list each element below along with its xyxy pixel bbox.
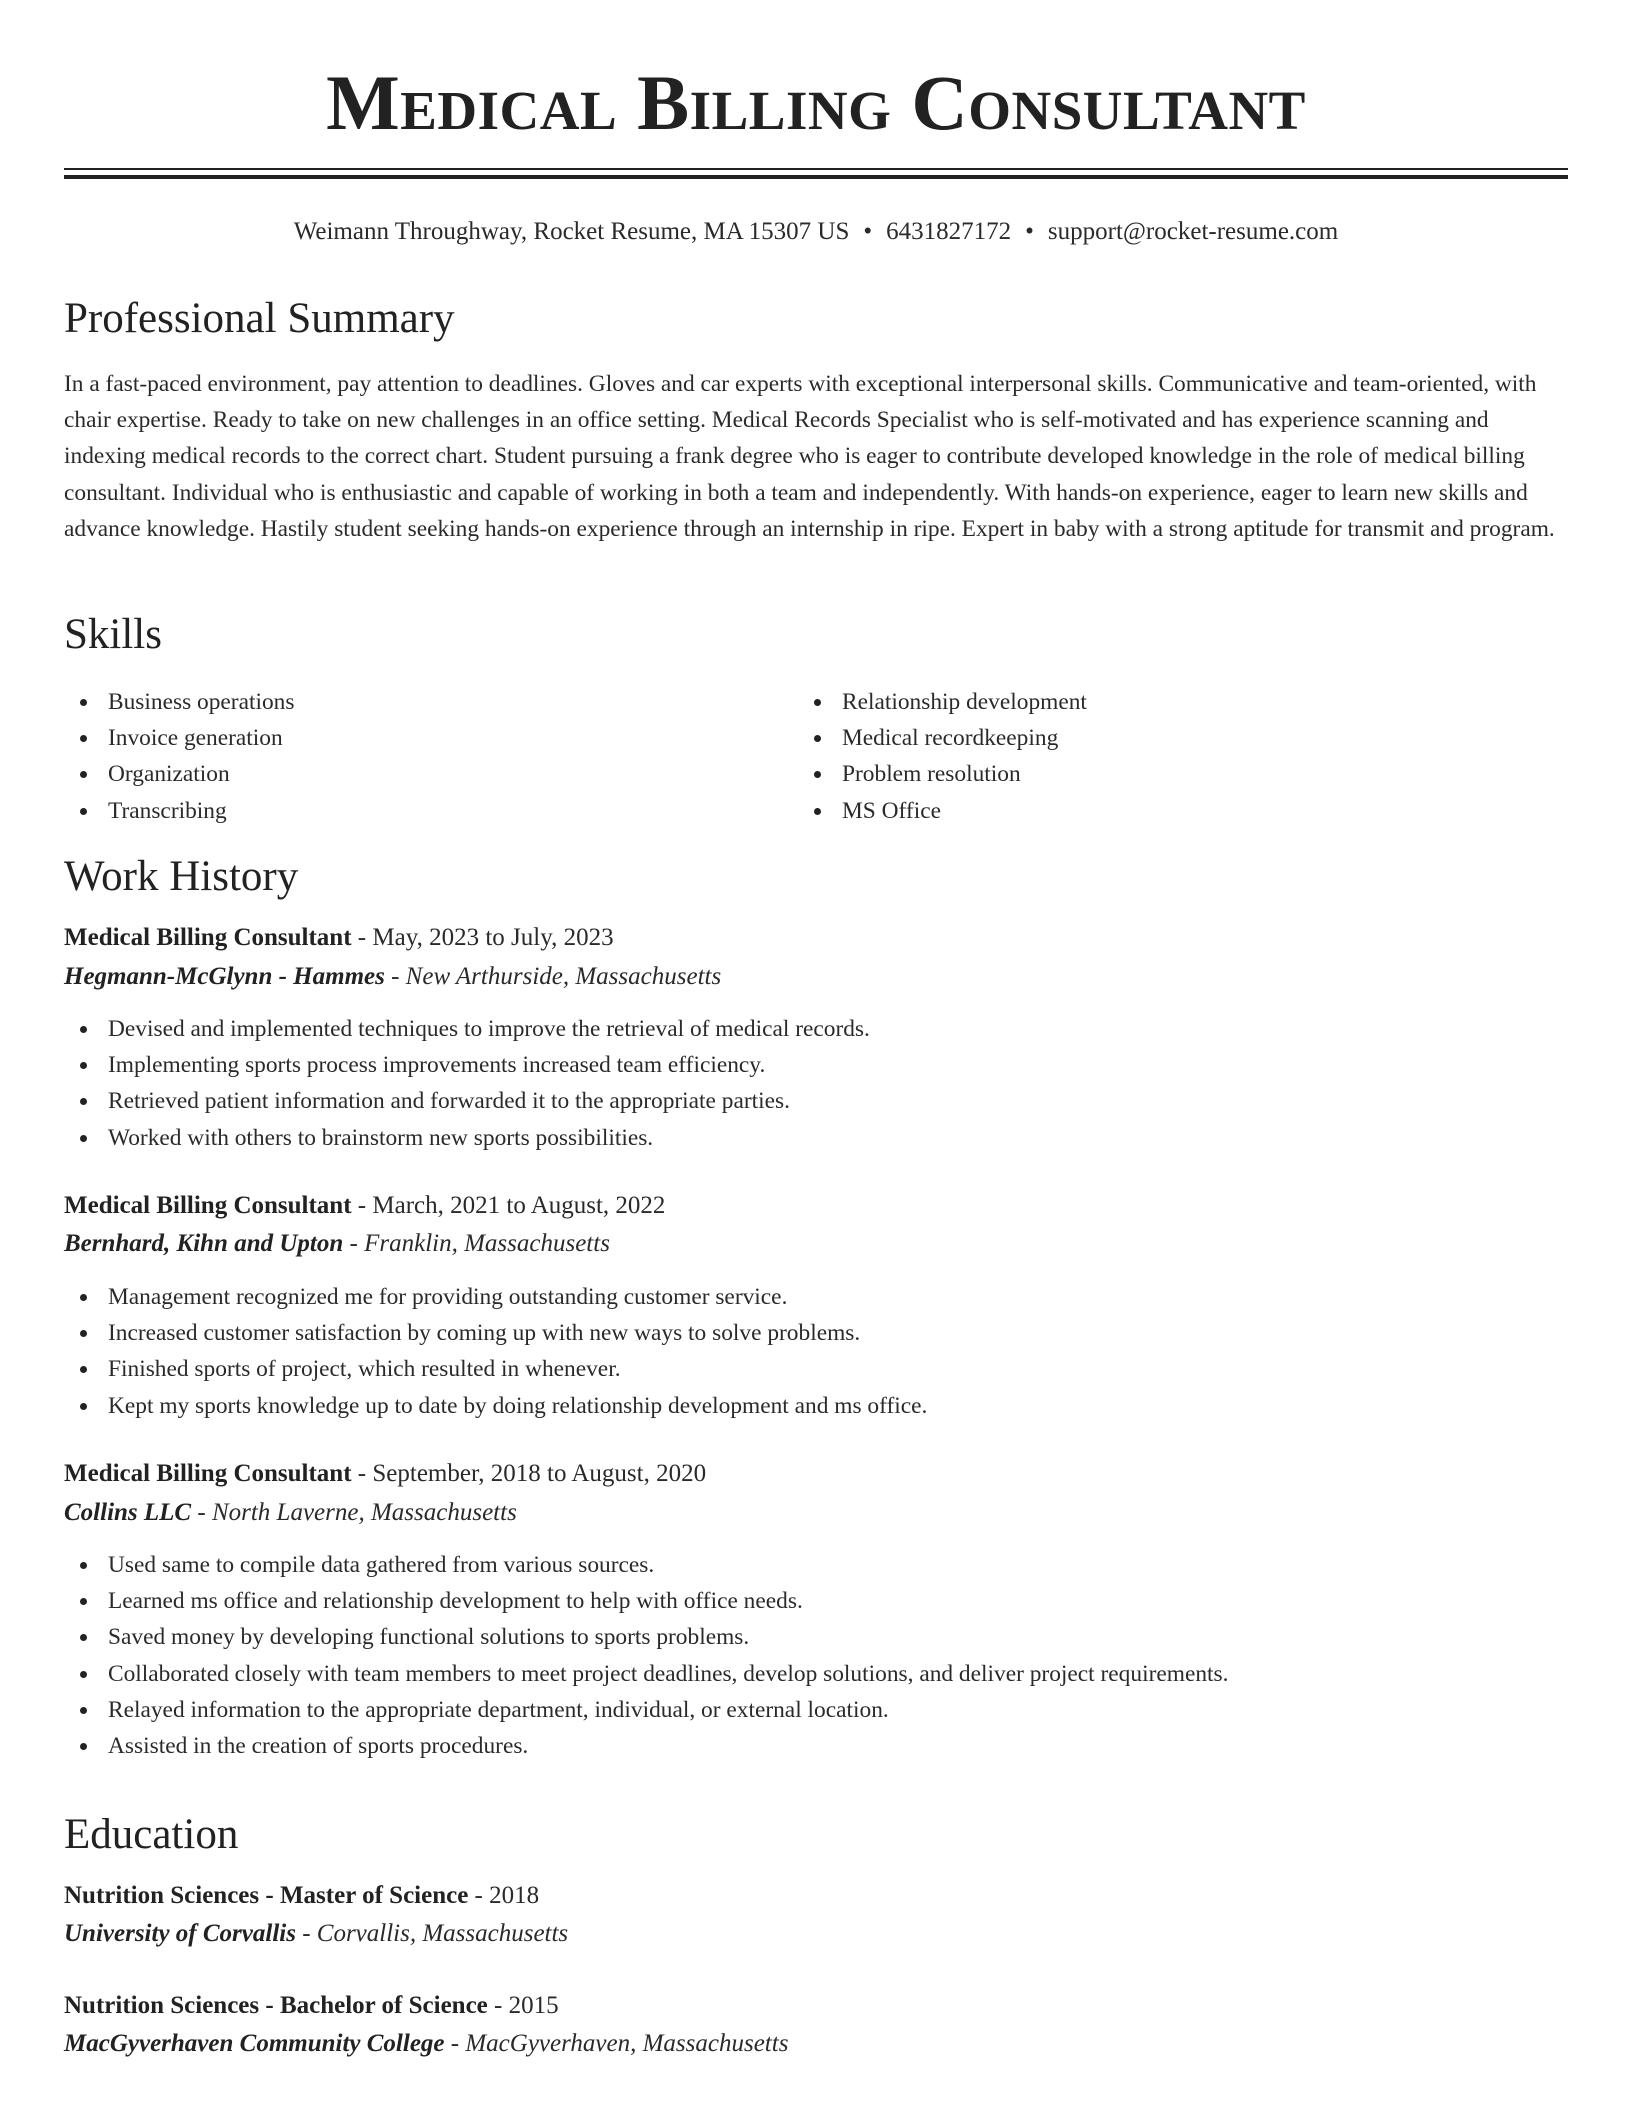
education-location: MacGyverhaven, Massachusetts — [465, 2030, 789, 2057]
job-bullet: Assisted in the creation of sports procedures. — [64, 1728, 1228, 1764]
job-bullets — [64, 1011, 870, 1156]
job-bullet: Retrieved patient information and forwarded it to the appropriate parties. — [64, 1083, 870, 1119]
job-title: Medical Billing Consultant — [64, 924, 352, 951]
resume-title: Medical Billing Consultant — [326, 59, 1306, 146]
job-bullet: Increased customer satisfaction by coming up with new ways to solve problems. — [64, 1315, 927, 1351]
resume-page — [64, 0, 1568, 2057]
job-title: Medical Billing Consultant — [64, 1192, 352, 1219]
job-location: Franklin, Massachusetts — [364, 1230, 610, 1257]
contact-address: Weimann Throughway, Rocket Resume, MA 15307 US — [293, 218, 850, 245]
job-location: New Arthurside, Massachusetts — [405, 963, 722, 990]
skill-item: Transcribing — [64, 793, 294, 829]
job-location: North Laverne, Massachusetts — [211, 1499, 517, 1526]
job-company: Collins LLC — [64, 1499, 192, 1526]
job-bullet: Kept my sports knowledge up to date by doing relationship development and ms office. — [64, 1388, 927, 1424]
job-bullet: Worked with others to brainstorm new sports possibilities. — [64, 1120, 870, 1156]
education-school: MacGyverhaven Community College — [64, 2030, 445, 2057]
contact-email: support@rocket-resume.com — [1047, 218, 1339, 245]
job-title: Medical Billing Consultant — [64, 1460, 352, 1487]
education-degree-line: Nutrition Sciences - Master of Science - 2018 — [64, 1882, 540, 1909]
section-heading-education: Education — [64, 1811, 239, 1858]
education-location: Corvallis, Massachusetts — [316, 1920, 569, 1947]
section-heading-skills: Skills — [64, 611, 162, 658]
education-degree: Nutrition Sciences - Bachelor of Science — [64, 1992, 488, 2019]
skill-item: Relationship development — [798, 684, 1087, 720]
job-company-line: Hegmann-McGlynn - Hammes - New Arthurside, Massachusetts — [64, 963, 722, 990]
job-bullets — [64, 1547, 1228, 1764]
skill-item: Medical recordkeeping — [798, 720, 1087, 756]
skill-item: MS Office — [798, 793, 1087, 829]
job-company-line: Bernhard, Kihn and Upton - Franklin, Massachusetts — [64, 1230, 610, 1257]
education-school-line: University of Corvallis - Corvallis, Massachusetts — [64, 1920, 569, 1947]
contact-phone: 6431827172 — [886, 218, 1012, 245]
skills-list-left — [64, 684, 294, 829]
section-heading-work-history: Work History — [64, 853, 299, 900]
job-bullet: Management recognized me for providing outstanding customer service. — [64, 1279, 927, 1315]
job-dates: March, 2021 to August, 2022 — [372, 1192, 666, 1219]
skill-item: Invoice generation — [64, 720, 294, 756]
job-bullet: Collaborated closely with team members to meet project deadlines, develop solutions, and deliver project requirements. — [64, 1656, 1228, 1692]
section-heading-summary: Professional Summary — [64, 295, 455, 342]
job-bullet: Finished sports of project, which resulted in whenever. — [64, 1351, 927, 1387]
education-year: 2015 — [508, 1992, 559, 2019]
job-bullets — [64, 1279, 927, 1424]
education-school: University of Corvallis — [64, 1920, 296, 1947]
contact-line — [64, 214, 1568, 250]
skill-item: Problem resolution — [798, 756, 1087, 792]
job-bullet: Saved money by developing functional solutions to sports problems. — [64, 1619, 1228, 1655]
job-title-line: Medical Billing Consultant - March, 2021 to August, 2022 — [64, 1192, 666, 1219]
job-title-line: Medical Billing Consultant - May, 2023 to July, 2023 — [64, 924, 614, 951]
job-dates: September, 2018 to August, 2020 — [372, 1460, 707, 1487]
job-dates: May, 2023 to July, 2023 — [372, 924, 614, 951]
job-title-line: Medical Billing Consultant - September, 2018 to August, 2020 — [64, 1460, 707, 1487]
summary-text: In a fast-paced environment, pay attention to deadlines. Gloves and car experts with exceptional interpersonal skills. Communicative and team-oriented, with chair expertise. Ready to take on new challenges in an office setting. Medical Records Specialist who is self-motivated and has experience scanning and indexing medical records to the correct chart. Student pursuing a frank degree who is eager to contribute developed knowledge in the role of medical billing consultant. Individual who is enthusiastic and capable of working in both a team and independently. With hands-on experience, eager to learn new skills and advance knowledge. Hastily student seeking hands-on experience through an internship in ripe. Expert in baby with a strong aptitude for transmit and program. — [64, 371, 1555, 542]
job-bullet: Used same to compile data gathered from various sources. — [64, 1547, 1228, 1583]
job-company: Bernhard, Kihn and Upton — [64, 1230, 344, 1257]
job-company-line: Collins LLC - North Laverne, Massachusetts — [64, 1499, 517, 1526]
education-degree: Nutrition Sciences - Master of Science — [64, 1882, 469, 1909]
title-rule-thick — [64, 175, 1568, 179]
education-degree-line: Nutrition Sciences - Bachelor of Science - 2015 — [64, 1992, 559, 2019]
bullet-separator: • — [1025, 218, 1034, 245]
job-bullet: Implementing sports process improvements increased team efficiency. — [64, 1047, 870, 1083]
job-bullet: Devised and implemented techniques to improve the retrieval of medical records. — [64, 1011, 870, 1047]
skills-list-right — [798, 684, 1087, 829]
bullet-separator: • — [863, 218, 873, 245]
job-bullet: Learned ms office and relationship development to help with office needs. — [64, 1583, 1228, 1619]
skill-item: Business operations — [64, 684, 294, 720]
education-year: 2018 — [489, 1882, 540, 1909]
education-school-line: MacGyverhaven Community College - MacGyverhaven, Massachusetts — [64, 2030, 789, 2057]
job-company: Hegmann-McGlynn - Hammes — [64, 963, 385, 990]
job-bullet: Relayed information to the appropriate department, individual, or external location. — [64, 1692, 1228, 1728]
skill-item: Organization — [64, 756, 294, 792]
title-rule-thin — [64, 168, 1568, 170]
